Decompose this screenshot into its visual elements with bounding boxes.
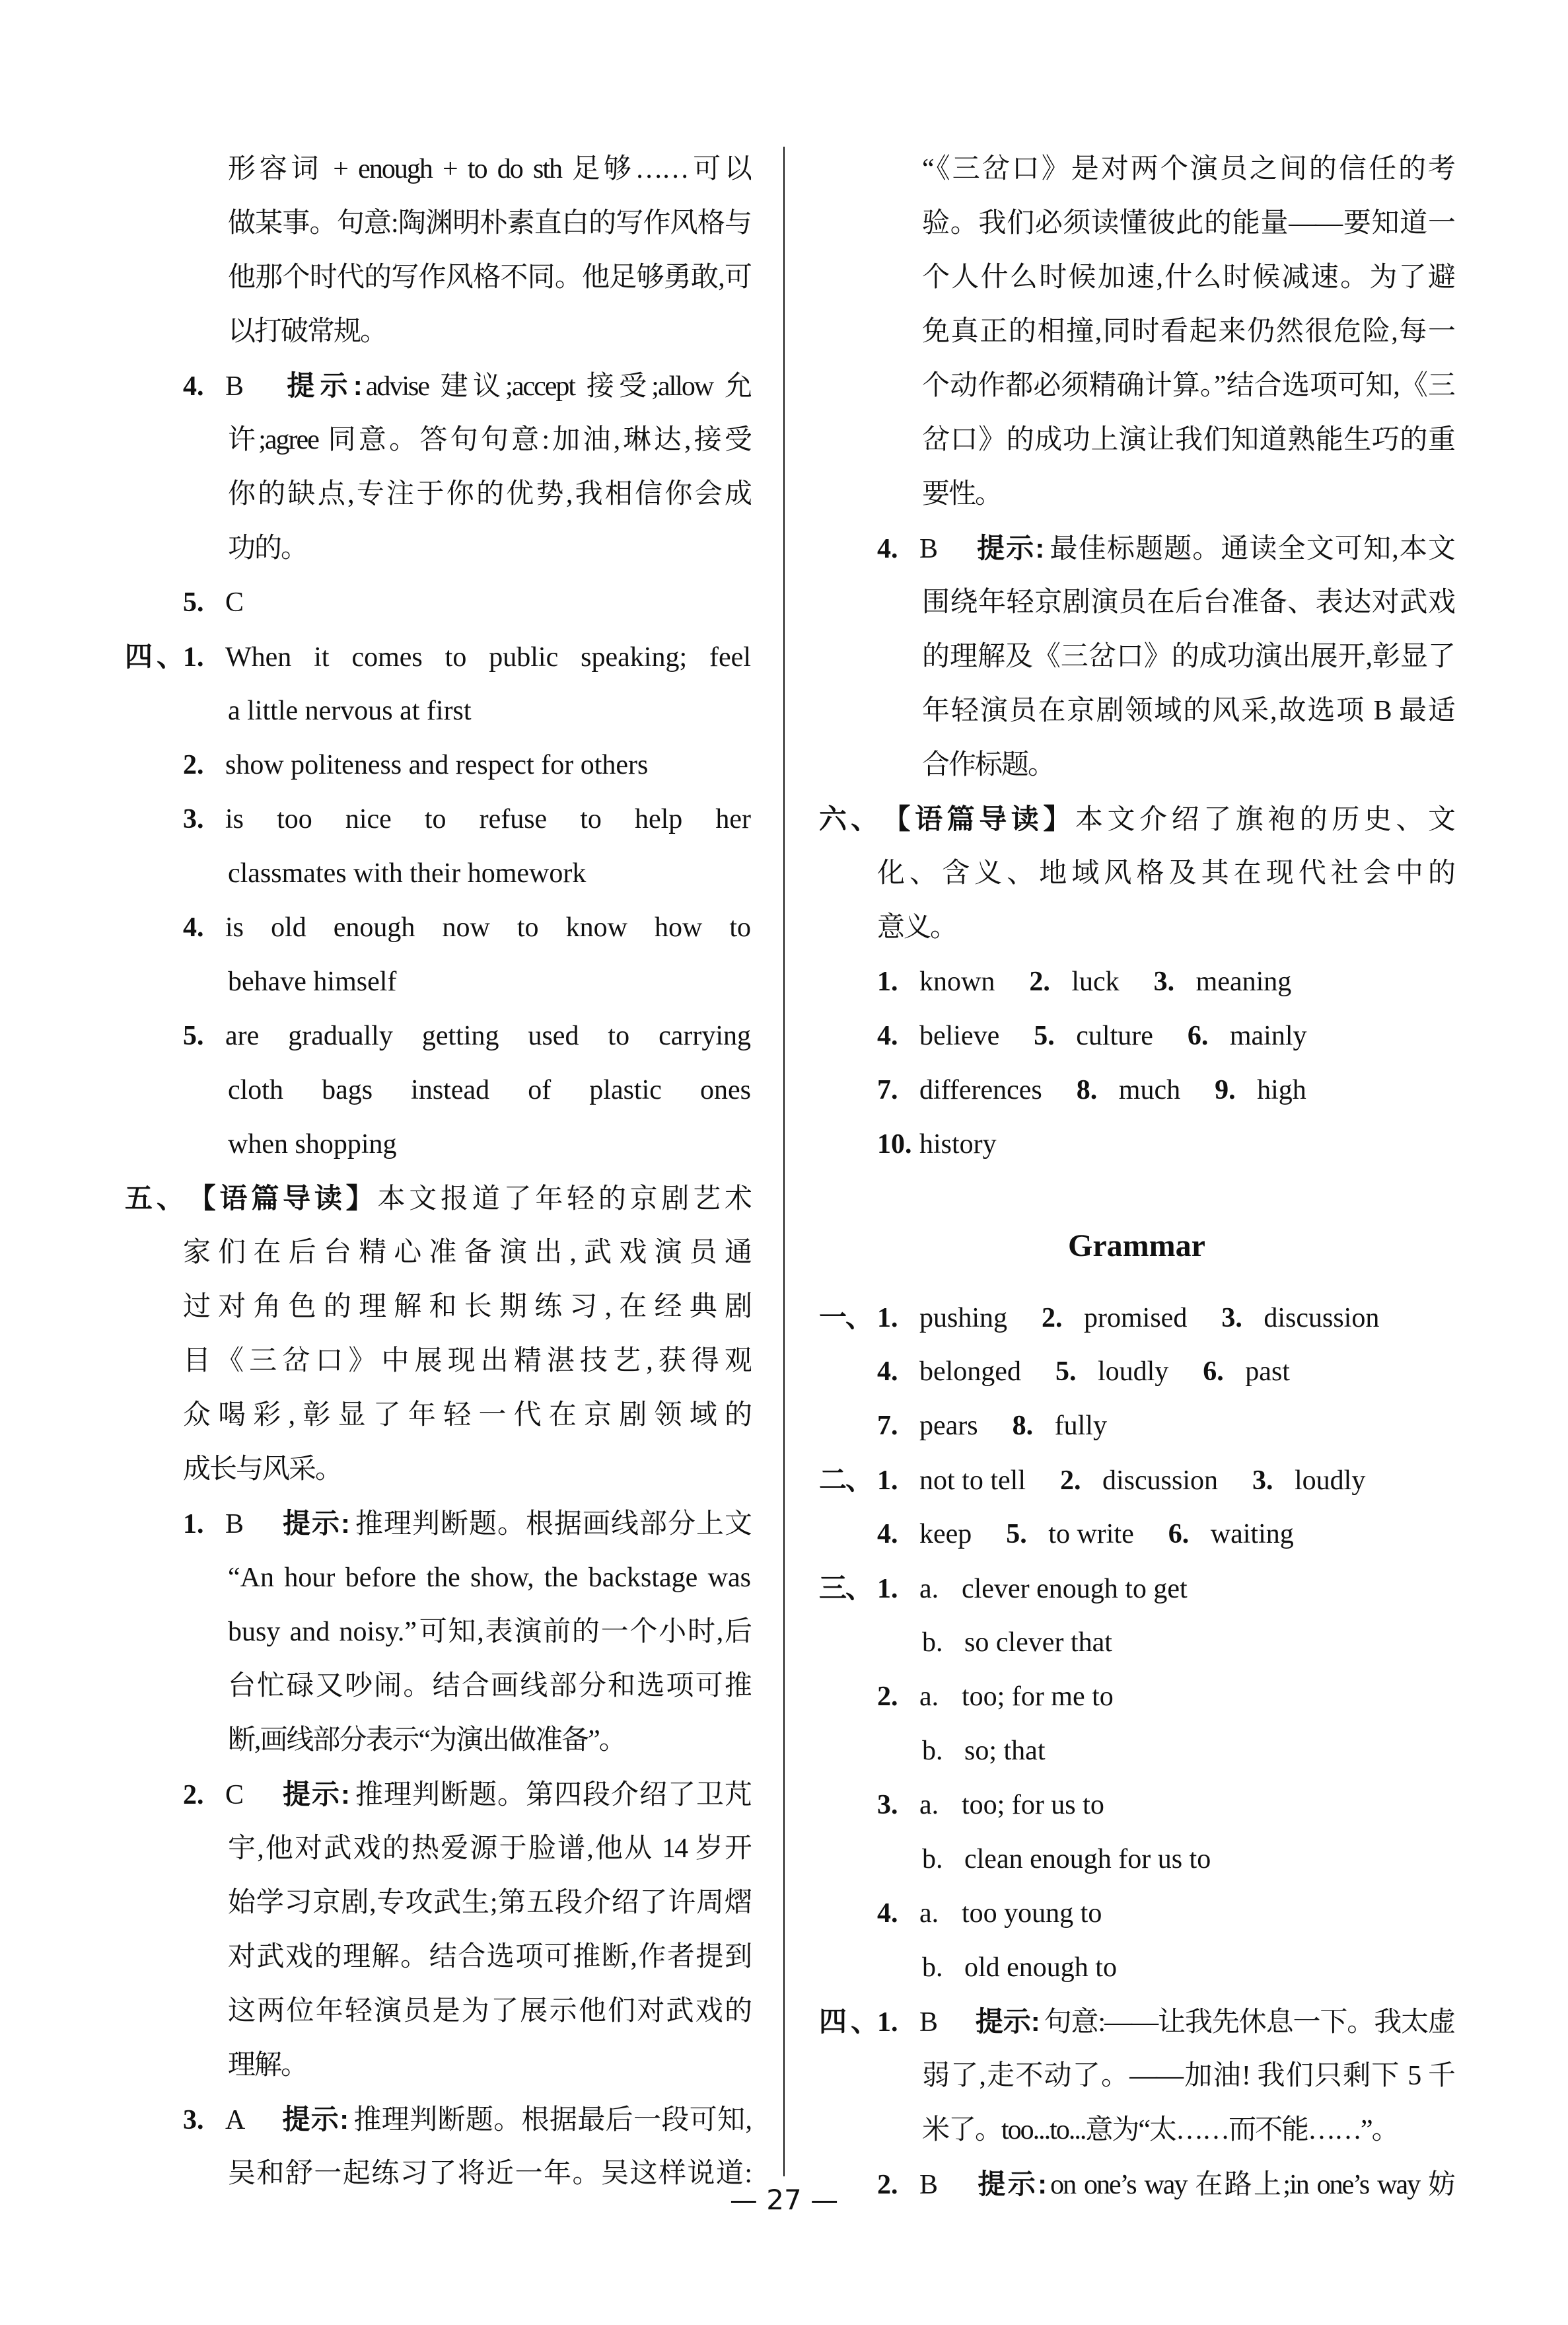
text-line xyxy=(819,467,1454,521)
text-run-en: high xyxy=(1257,1075,1306,1105)
text-run-cn: 化、含义、地域风格及其在现代社会中的 xyxy=(877,858,1454,889)
text-run-cn: 功的。 xyxy=(228,533,308,564)
text-run-sec: 四、 xyxy=(819,2006,877,2037)
text-line xyxy=(819,1453,1454,1507)
text-line xyxy=(125,684,751,738)
text-run-cn: 始学习京剧,专攻武生;第五段介绍了许周熠 xyxy=(228,1888,751,1918)
text-line xyxy=(819,1615,1454,1670)
text-run-cn: 断,画线部分表示“为演出做准备”。 xyxy=(228,1725,625,1755)
text-run-cn: 形容词 + enough + to do sth 足够……可以 xyxy=(228,154,751,184)
text-line xyxy=(125,1551,751,1605)
text-line xyxy=(125,1442,751,1496)
text-line xyxy=(819,1724,1454,1778)
text-run-num: 6. xyxy=(1168,1519,1190,1549)
text-run-num: 2. xyxy=(877,1681,898,1712)
text-run-num: 1. xyxy=(877,2007,898,2038)
column-divider-line xyxy=(783,147,785,2176)
text-run-num: 2. xyxy=(877,2170,898,2200)
text-run-en: believe xyxy=(919,1021,1000,1051)
text-line xyxy=(125,1388,751,1442)
text-run-en: when shopping xyxy=(228,1129,397,1160)
text-run-ans: B xyxy=(919,2007,939,2038)
text-line xyxy=(125,1767,751,1822)
text-run-num: 5. xyxy=(1034,1021,1055,1051)
text-line xyxy=(819,792,1454,846)
text-run-bh: 【语篇导读】 xyxy=(183,1183,378,1214)
text-run-sec: 四、 xyxy=(125,641,183,672)
text-line xyxy=(125,521,751,575)
text-line xyxy=(125,738,751,792)
text-run-num: 1. xyxy=(877,967,898,997)
text-run-en: culture xyxy=(1076,1021,1153,1051)
text-line xyxy=(125,467,751,521)
text-run-en: promised xyxy=(1084,1303,1188,1333)
text-run-en: discussion xyxy=(1102,1465,1219,1496)
text-run-cn: 这两位年轻演员是为了展示他们对武戏的 xyxy=(228,1996,751,2026)
text-run-en: not to tell xyxy=(919,1465,1026,1496)
text-run-cn: 你的缺点,专注于你的优势,我相信你会成 xyxy=(228,479,751,509)
text-line xyxy=(125,955,751,1009)
text-line xyxy=(819,359,1454,413)
text-run-num: 3. xyxy=(1153,967,1175,997)
text-line xyxy=(819,1832,1454,1886)
text-run-num: 7. xyxy=(877,1411,898,1441)
text-line xyxy=(125,2038,751,2092)
section-heading-line xyxy=(819,1219,1454,1273)
text-line xyxy=(819,738,1454,792)
text-line xyxy=(819,2103,1454,2157)
text-run-cn: 目《三岔口》中展现出精湛技艺,获得观 xyxy=(183,1346,751,1376)
text-run-cn: 个人什么时候加速,什么时候减速。为了避 xyxy=(922,262,1454,293)
text-run-en: loudly xyxy=(1295,1465,1366,1496)
text-line xyxy=(819,1009,1454,1063)
text-run-cn: 岔口》的成功上演让我们知道熟能生巧的重 xyxy=(922,425,1454,455)
text-run-en: waiting xyxy=(1210,1519,1294,1549)
text-run-num: 9. xyxy=(1215,1075,1236,1105)
text-run-cn: 许;agree 同意。答句句意:加油,琳达,接受 xyxy=(228,425,751,455)
text-run-en: too; for us to xyxy=(962,1790,1104,1820)
text-run-en: old enough to xyxy=(964,1952,1117,1983)
text-run-ans: A xyxy=(225,2105,246,2135)
text-line xyxy=(819,1399,1454,1453)
text-line xyxy=(819,142,1454,196)
text-line xyxy=(819,413,1454,467)
text-run-en: a little nervous at first xyxy=(228,696,472,726)
text-line xyxy=(125,1822,751,1876)
text-line xyxy=(819,846,1454,901)
text-line xyxy=(125,901,751,955)
text-run-num: 4. xyxy=(183,371,204,402)
text-run-num: 5. xyxy=(1055,1356,1077,1387)
text-line xyxy=(819,955,1454,1009)
text-run-num: 10. xyxy=(877,1129,912,1160)
text-run-en: history xyxy=(919,1129,997,1160)
text-line xyxy=(819,1778,1454,1832)
text-run-num: 4. xyxy=(877,1898,898,1929)
text-line xyxy=(125,305,751,359)
text-run-ans: C xyxy=(225,1780,244,1810)
text-run-cn: 宇,他对武戏的热爱源于脸谱,他从 14 岁开 xyxy=(228,1833,751,1864)
text-run-cn: 要性。 xyxy=(922,479,1002,509)
text-line xyxy=(819,1561,1454,1615)
text-run-en: are gradually getting used to carrying xyxy=(225,1021,751,1051)
text-run-sub: b. xyxy=(922,1952,943,1983)
text-run-hint: 提示: xyxy=(281,370,362,401)
text-line xyxy=(819,630,1454,684)
text-line xyxy=(125,575,751,630)
text-line xyxy=(819,196,1454,250)
text-run-cn: 意义。 xyxy=(877,912,957,943)
text-line xyxy=(819,521,1454,575)
text-run-en: When it comes to public speaking; feel xyxy=(225,642,751,673)
text-run-num: 2. xyxy=(1060,1465,1081,1496)
text-run-num: 5. xyxy=(1006,1519,1027,1549)
text-run-num: 3. xyxy=(1252,1465,1273,1496)
text-line xyxy=(125,1605,751,1659)
text-run-en: is too nice to refuse to help her xyxy=(225,804,751,834)
text-run-num: 7. xyxy=(877,1075,898,1105)
text-run-num: 4. xyxy=(877,1519,898,1549)
text-run-num: 2. xyxy=(1029,967,1050,997)
text-run-num: 4. xyxy=(183,912,204,943)
text-run-sub: a. xyxy=(919,1790,939,1820)
text-run-num: 3. xyxy=(183,2105,204,2135)
text-run-en: known xyxy=(919,967,995,997)
text-run-hint: 提示: xyxy=(281,2104,349,2135)
text-run-num: 1. xyxy=(877,1303,898,1333)
text-run-cn: 台忙碌又吵闹。结合画线部分和选项可推 xyxy=(228,1671,751,1701)
text-line xyxy=(125,1334,751,1388)
text-run-en: past xyxy=(1245,1356,1290,1387)
text-run-cn: 成长与风采。 xyxy=(183,1454,342,1485)
text-run-cn: 本文报道了年轻的京剧艺术 xyxy=(377,1184,751,1214)
text-run-num: 8. xyxy=(1012,1411,1034,1441)
text-run-ans: B xyxy=(919,2170,939,2200)
text-run-en: busy and noisy.” xyxy=(228,1617,417,1647)
text-run-hint: 提示: xyxy=(975,533,1044,564)
text-line xyxy=(125,1984,751,2038)
text-run-en: much xyxy=(1118,1075,1181,1105)
text-run-cn: 理解。 xyxy=(228,2050,308,2081)
text-run-sec: 一、 xyxy=(819,1302,873,1333)
text-run-hint: 提示: xyxy=(975,2168,1047,2199)
text-run-en: show politeness and respect for others xyxy=(225,750,649,780)
text-line xyxy=(125,413,751,467)
text-line xyxy=(819,684,1454,738)
text-run-cn: 推理判断题。根据最后一段可知, xyxy=(352,2105,751,2135)
text-run-hint: 提示: xyxy=(975,2006,1040,2037)
text-line xyxy=(819,1940,1454,1995)
text-run-en: luck xyxy=(1071,967,1120,997)
text-run-en: “An hour before the show, the backstage was xyxy=(228,1563,751,1593)
text-run-cn: 本文介绍了旗袍的历史、文 xyxy=(1075,805,1454,835)
text-run-cn: 过对角色的理解和长期练习,在经典剧 xyxy=(183,1292,751,1322)
text-run-en: so clever that xyxy=(964,1627,1112,1658)
text-run-cn: 免真正的相撞,同时看起来仍然很危险,每一 xyxy=(922,316,1454,347)
text-run-ans: C xyxy=(225,587,244,618)
text-line xyxy=(819,1290,1454,1345)
text-run-cn: “《三岔口》是对两个演员之间的信任的考 xyxy=(922,154,1454,184)
text-run-cn: 吴和舒一起练习了将近一年。吴这样说道: xyxy=(228,2159,751,2189)
text-run-en: fully xyxy=(1054,1411,1107,1441)
text-line xyxy=(125,250,751,305)
text-run-cn: 家们在后台精心准备演出,武戏演员通 xyxy=(183,1237,751,1268)
text-run-ans: B xyxy=(919,534,939,564)
left-column xyxy=(125,142,751,2201)
text-line xyxy=(819,1507,1454,1561)
text-run-ans: B xyxy=(225,1509,244,1539)
text-line xyxy=(125,196,751,250)
text-run-num: 1. xyxy=(183,642,204,673)
text-run-sub: b. xyxy=(922,1844,943,1874)
text-run-num: 2. xyxy=(183,750,204,780)
text-line xyxy=(125,1117,751,1171)
text-line xyxy=(125,1009,751,1063)
text-run-num: 1. xyxy=(183,1509,204,1539)
text-run-sub: a. xyxy=(919,1898,939,1929)
text-run-cn: 最佳标题题。通读全文可知,本文 xyxy=(1048,534,1454,564)
text-run-sec: 六、 xyxy=(819,803,877,834)
text-run-num: 1. xyxy=(877,1465,898,1496)
text-run-num: 8. xyxy=(1076,1075,1098,1105)
text-run-num: 4. xyxy=(877,534,898,564)
text-run-cn: 以打破常规。 xyxy=(228,316,387,347)
text-run-num: 4. xyxy=(877,1356,898,1387)
text-run-num: 3. xyxy=(877,1790,898,1820)
text-run-en: loudly xyxy=(1097,1356,1169,1387)
text-run-cn: on one’s way 在路上;in one’s way 妨 xyxy=(1050,2170,1454,2200)
text-line xyxy=(125,142,751,196)
text-run-ans: B xyxy=(225,371,244,402)
text-line xyxy=(819,2049,1454,2103)
text-line xyxy=(125,1226,751,1280)
text-line xyxy=(819,901,1454,955)
text-line xyxy=(819,1995,1454,2049)
text-run-num: 3. xyxy=(183,804,204,834)
text-run-cn: 推理判断题。第四段介绍了卫芃 xyxy=(353,1780,751,1810)
text-line xyxy=(125,2092,751,2147)
text-line xyxy=(125,1496,751,1551)
text-run-num: 5. xyxy=(183,1021,204,1051)
text-run-cn: 年轻演员在京剧领域的风采,故选项 B 最适 xyxy=(922,696,1454,726)
text-run-sub: b. xyxy=(922,1627,943,1658)
text-line xyxy=(819,1345,1454,1399)
text-run-en: pears xyxy=(919,1411,978,1441)
text-line xyxy=(125,1713,751,1767)
text-run-num: 6. xyxy=(1187,1021,1209,1051)
text-run-hint: 提示: xyxy=(281,1779,349,1810)
text-run-en: cloth bags instead of plastic ones xyxy=(228,1075,751,1105)
text-run-gram: Grammar xyxy=(1068,1228,1205,1263)
text-run-cn: 推理判断题。根据画线部分上文 xyxy=(353,1509,751,1539)
text-run-num: 2. xyxy=(183,1780,204,1810)
text-line xyxy=(819,250,1454,305)
text-line xyxy=(125,1876,751,1930)
text-run-num: 3. xyxy=(1221,1303,1242,1333)
text-run-cn: 他那个时代的写作风格不同。他足够勇敢,可 xyxy=(228,262,751,293)
text-run-hint: 提示: xyxy=(281,1508,349,1539)
text-run-en: differences xyxy=(919,1075,1042,1105)
text-line xyxy=(819,1117,1454,1171)
text-run-en: so; that xyxy=(964,1736,1046,1766)
text-run-num: 2. xyxy=(1042,1303,1063,1333)
text-line xyxy=(125,846,751,901)
text-run-cn: advise 建议;accept 接受;allow 允 xyxy=(365,371,751,402)
text-run-en: pushing xyxy=(919,1303,1008,1333)
text-run-en: meaning xyxy=(1195,967,1292,997)
text-run-en: behave himself xyxy=(228,967,397,997)
text-line xyxy=(125,1171,751,1226)
text-run-cn: 众喝彩,彰显了年轻一代在京剧领域的 xyxy=(183,1400,751,1430)
text-run-num: 6. xyxy=(1203,1356,1224,1387)
text-line xyxy=(819,305,1454,359)
text-run-en: mainly xyxy=(1229,1021,1307,1051)
text-run-cn: 个动作都必须精确计算。”结合选项可知,《三 xyxy=(922,371,1454,401)
text-run-cn: 对武戏的理解。结合选项可推断,作者提到 xyxy=(228,1942,751,1972)
text-run-cn: 合作标题。 xyxy=(922,750,1055,780)
text-run-sub: a. xyxy=(919,1681,939,1712)
text-run-en: to write xyxy=(1048,1519,1134,1549)
text-run-en: classmates with their homework xyxy=(228,858,587,889)
right-column xyxy=(819,142,1454,2211)
text-line xyxy=(125,792,751,846)
text-run-num: 5. xyxy=(183,587,204,618)
text-run-num: 1. xyxy=(877,1574,898,1604)
text-run-en: discussion xyxy=(1264,1303,1380,1333)
text-run-cn: 的理解及《三岔口》的成功演出展开,彰显了 xyxy=(922,642,1454,672)
page-number: — 27 — xyxy=(729,2184,839,2216)
text-run-cn: 弱了,走不动了。——加油! 我们只剩下 5 千 xyxy=(922,2061,1454,2091)
text-line xyxy=(819,1670,1454,1724)
text-run-sec: 二、 xyxy=(819,1464,873,1495)
text-line xyxy=(125,1063,751,1117)
text-line xyxy=(125,630,751,684)
text-run-en: clean enough for us to xyxy=(964,1844,1211,1874)
text-line xyxy=(125,1280,751,1334)
text-run-en: belonged xyxy=(919,1356,1021,1387)
text-run-sub: a. xyxy=(919,1574,939,1604)
text-run-bh: 【语篇导读】 xyxy=(877,803,1075,834)
text-run-en: too young to xyxy=(962,1898,1102,1929)
text-line xyxy=(125,359,751,413)
text-run-cn: 围绕年轻京剧演员在后台准备、表达对武戏 xyxy=(922,587,1454,618)
text-run-sub: b. xyxy=(922,1736,943,1766)
text-run-cn: 做某事。句意:陶渊明朴素直白的写作风格与 xyxy=(228,208,751,239)
text-run-cn: 验。我们必须读懂彼此的能量——要知道一 xyxy=(922,208,1454,239)
text-run-en: keep xyxy=(919,1519,972,1549)
text-line xyxy=(125,1930,751,1984)
text-run-sec: 三、 xyxy=(819,1572,873,1604)
text-run-en: clever enough to get xyxy=(962,1574,1188,1604)
text-run-sec: 五、 xyxy=(125,1183,183,1214)
text-run-en: is old enough now to know how to xyxy=(225,912,751,943)
text-run-cn: 米了。too...to...意为“太……而不能……”。 xyxy=(922,2115,1398,2145)
text-line xyxy=(819,575,1454,630)
text-line xyxy=(125,1659,751,1713)
text-run-cn: 句意:——让我先休息一下。我太虚 xyxy=(1043,2007,1454,2038)
text-run-en: too; for me to xyxy=(962,1681,1114,1712)
text-run-num: 4. xyxy=(877,1021,898,1051)
text-line xyxy=(819,1063,1454,1117)
text-line xyxy=(819,1886,1454,1940)
text-run-cn: 可知,表演前的一个小时,后 xyxy=(416,1617,751,1647)
